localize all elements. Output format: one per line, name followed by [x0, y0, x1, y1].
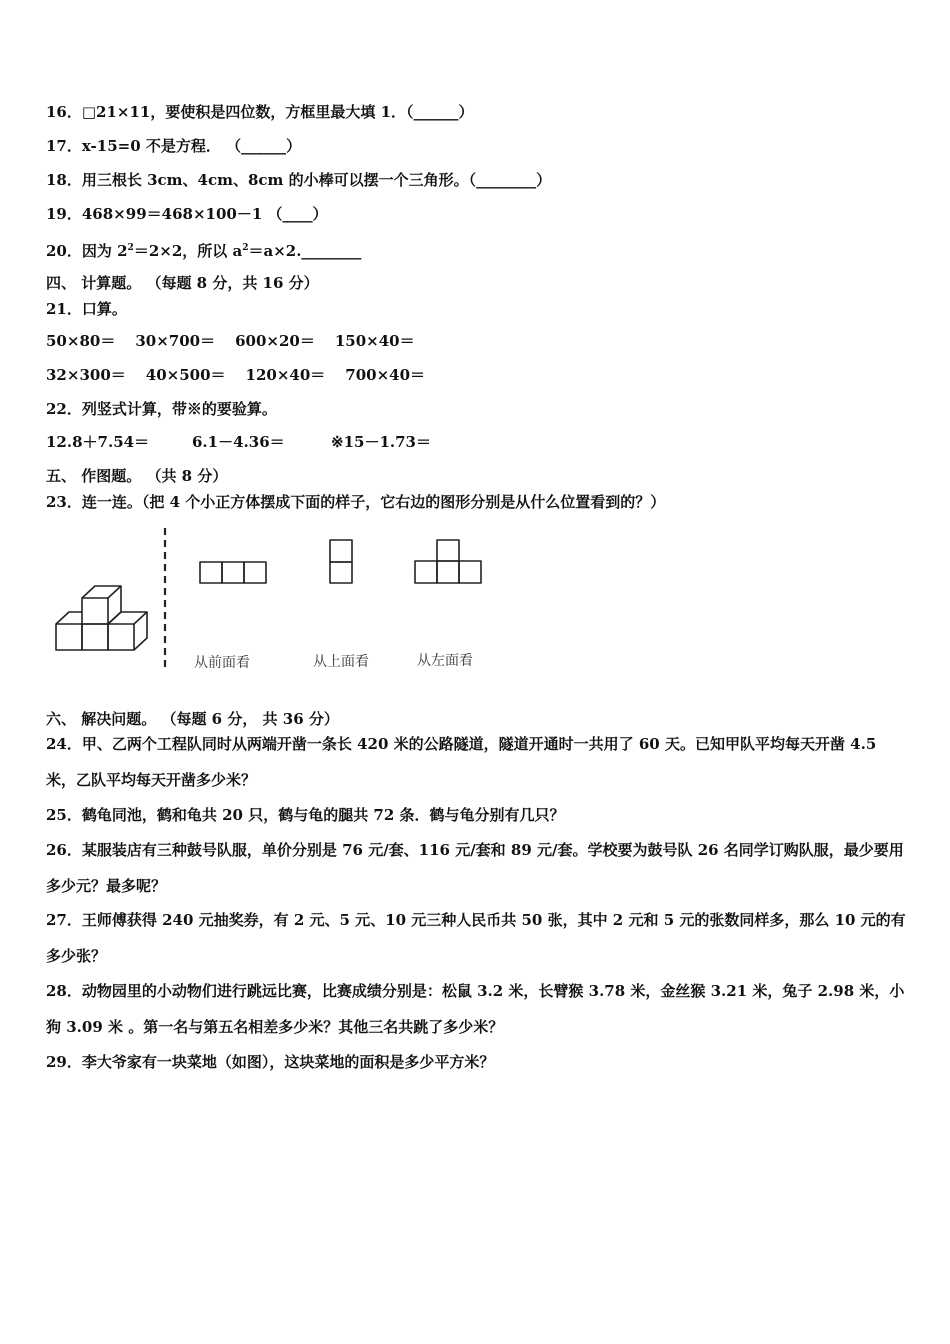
top-view-label: 从上面看	[313, 654, 369, 670]
calc-item: 150×40＝	[334, 332, 415, 350]
calc22-item: 12.8＋7.54＝	[46, 433, 150, 451]
section-4-heading: 四、 计算题。 （每题 8 分，共 16 分）	[46, 274, 319, 292]
calc-item: 50×80＝	[46, 332, 116, 350]
cube-views-figure	[40, 520, 510, 685]
question-21: 21．口算。	[46, 300, 127, 318]
question-19: 19．468×99＝468×100－1 （____）	[46, 205, 328, 223]
question-23: 23．连一连。（把 4 个小正方体摆成下面的样子，它右边的图形分别是从什么位置看到的？）	[46, 493, 666, 511]
calc-item: 700×40＝	[345, 366, 426, 384]
question-29: 29．李大爷家有一块菜地（如图），这块菜地的面积是多少平方米？	[46, 1053, 495, 1071]
top-view-shape	[330, 540, 352, 583]
question-22: 22．列竖式计算，带※的要验算。	[46, 400, 277, 418]
calc-item: 120×40＝	[245, 366, 326, 384]
question-27: 27．王师傅获得 240 元抽奖券，有 2 元、5 元、10 元三种人民币共 50 张，其中 2 元和 5 元的张数同样多，那么 10 元的有多少张？	[46, 911, 906, 965]
front-view-shape	[200, 562, 266, 583]
question-25: 25．鹤龟同池，鹤和龟共 20 只，鹤与龟的腿共 72 条．鹤与龟分别有几只？	[46, 806, 565, 824]
cube-stack-3d	[56, 586, 147, 650]
question-16: 16．□21×11，要使积是四位数，方框里最大填 1．（______）	[46, 103, 474, 121]
section-5-heading: 五、 作图题。 （共 8 分）	[46, 467, 228, 485]
left-view-label: 从左面看	[417, 653, 473, 669]
calc-item: 30×700＝	[135, 332, 216, 350]
question-24: 24．甲、乙两个工程队同时从两端开凿一条长 420 米的公路隧道，隧道开通时一共用了 60 天。已知甲队平均每天开凿 4.5 米，乙队平均每天开凿多少米？	[46, 735, 877, 789]
question-20: 20．因为 $2^2=2\times 2$，所以 $a^2=a\times 2.\_\_\_\_\_\_\_\_$	[46, 242, 362, 260]
left-view-shape	[415, 540, 481, 583]
calc-item: 40×500＝	[145, 366, 226, 384]
calc-row-2	[46, 365, 445, 385]
question-26: 26．某服装店有三种鼓号队服，单价分别是 76 元/套、116 元/套和 89 元/套。学校要为鼓号队 26 名同学订购队服，最少要用多少元？最多呢？	[46, 841, 904, 895]
question-18: 18．用三根长 3cm、4cm、8cm 的小棒可以摆一个三角形。（________）	[46, 171, 552, 189]
question-28: 28．动物园里的小动物们进行跳远比赛，比赛成绩分别是：松鼠 3.2 米，长臂猴 3.78 米，金丝猴 3.21 米，兔子 2.98 米，小狗 3.09 米 。第一名与第五名相差多少米？其他三名共跳了多少米？	[46, 982, 905, 1036]
section-6-heading: 六、 解决问题。 （每题 6 分， 共 36 分）	[46, 710, 339, 728]
calc-row-1	[46, 331, 435, 351]
calc22-item: ※15－1.73＝	[331, 433, 431, 451]
calc-item: 600×20＝	[235, 332, 315, 350]
calc-item: 32×300＝	[46, 366, 126, 384]
calc22-item: 6.1－4.36＝	[192, 433, 285, 451]
question-17: 17．x-15=0 不是方程． （______）	[46, 137, 302, 155]
front-view-label: 从前面看	[194, 655, 250, 671]
calc22-row	[46, 432, 431, 452]
